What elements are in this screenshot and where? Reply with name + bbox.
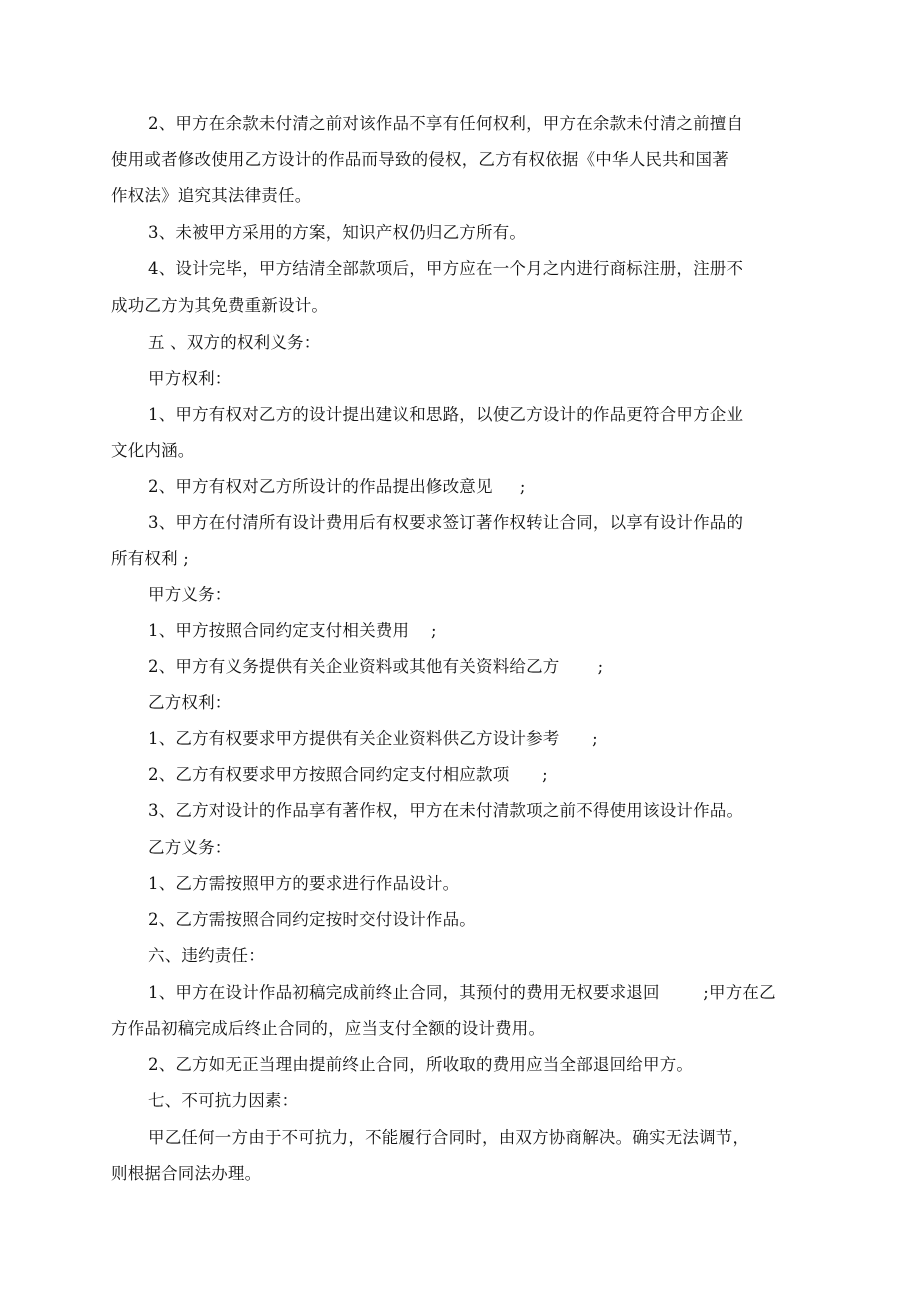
text-line: 1、甲方有权对乙方的设计提出建议和思路，以使乙方设计的作品更符合甲方企业 <box>148 405 744 424</box>
text-line: 2、甲方在余款未付清之前对该作品不享有任何权利，甲方在余款未付清之前擅自 <box>148 114 744 133</box>
subsection-heading: 乙方义务： <box>148 838 232 857</box>
subsection-heading: 甲方义务： <box>148 585 232 604</box>
text-line: 3、甲方在付清所有设计费用后有权要求签订著作权转让合同，以享有设计作品的 <box>148 513 744 532</box>
section-heading: 六、违约责任： <box>148 946 265 965</box>
text-line: 作权法》追究其法律责任。 <box>111 186 312 205</box>
subsection-heading: 甲方权利： <box>148 369 232 388</box>
text-line: 3、乙方对设计的作品享有著作权，甲方在未付清款项之前不得使用该设计作品。 <box>148 801 744 820</box>
text-line: 2、乙方如无正当理由提前终止合同，所收取的费用应当全部退回给甲方。 <box>148 1055 694 1074</box>
text-line: 1、甲方在设计作品初稿完成前终止合同，其预付的费用无权要求退回 ;甲方在乙 <box>148 983 776 1002</box>
text-line: 1、甲方按照合同约定支付相关费用 ; <box>148 621 437 640</box>
text-line: 使用或者修改使用乙方设计的作品而导致的侵权，乙方有权依据《中华人民共和国著 <box>111 150 729 169</box>
text-line: 1、乙方需按照甲方的要求进行作品设计。 <box>148 874 460 893</box>
subsection-heading: 乙方权利： <box>148 693 232 712</box>
text-line: 2、乙方有权要求甲方按照合同约定支付相应款项 ; <box>148 765 548 784</box>
text-line: 2、乙方需按照合同约定按时交付设计作品。 <box>148 910 476 929</box>
text-line: 成功乙方为其免费重新设计。 <box>111 296 329 315</box>
text-line: 文化内涵。 <box>111 441 195 460</box>
text-line: 所有权利 ; <box>111 549 190 568</box>
text-line: 则根据合同法办理。 <box>111 1164 262 1183</box>
text-line: 方作品初稿完成后终止合同的，应当支付全额的设计费用。 <box>111 1019 546 1038</box>
text-line: 2、甲方有权对乙方所设计的作品提出修改意见 ; <box>148 477 526 496</box>
text-line: 1、乙方有权要求甲方提供有关企业资料供乙方设计参考 ; <box>148 729 598 748</box>
section-heading: 七、不可抗力因素： <box>148 1091 299 1110</box>
section-heading: 五 、双方的权利义务： <box>148 333 321 352</box>
text-line: 4、设计完毕，甲方结清全部款项后，甲方应在一个月之内进行商标注册，注册不 <box>148 259 744 278</box>
text-line: 2、甲方有义务提供有关企业资料或其他有关资料给乙方 ; <box>148 657 604 676</box>
text-line: 甲乙任何一方由于不可抗力，不能履行合同时，由双方协商解决。确实无法调节， <box>148 1128 750 1147</box>
text-line: 3、未被甲方采用的方案，知识产权仍归乙方所有。 <box>148 223 527 242</box>
